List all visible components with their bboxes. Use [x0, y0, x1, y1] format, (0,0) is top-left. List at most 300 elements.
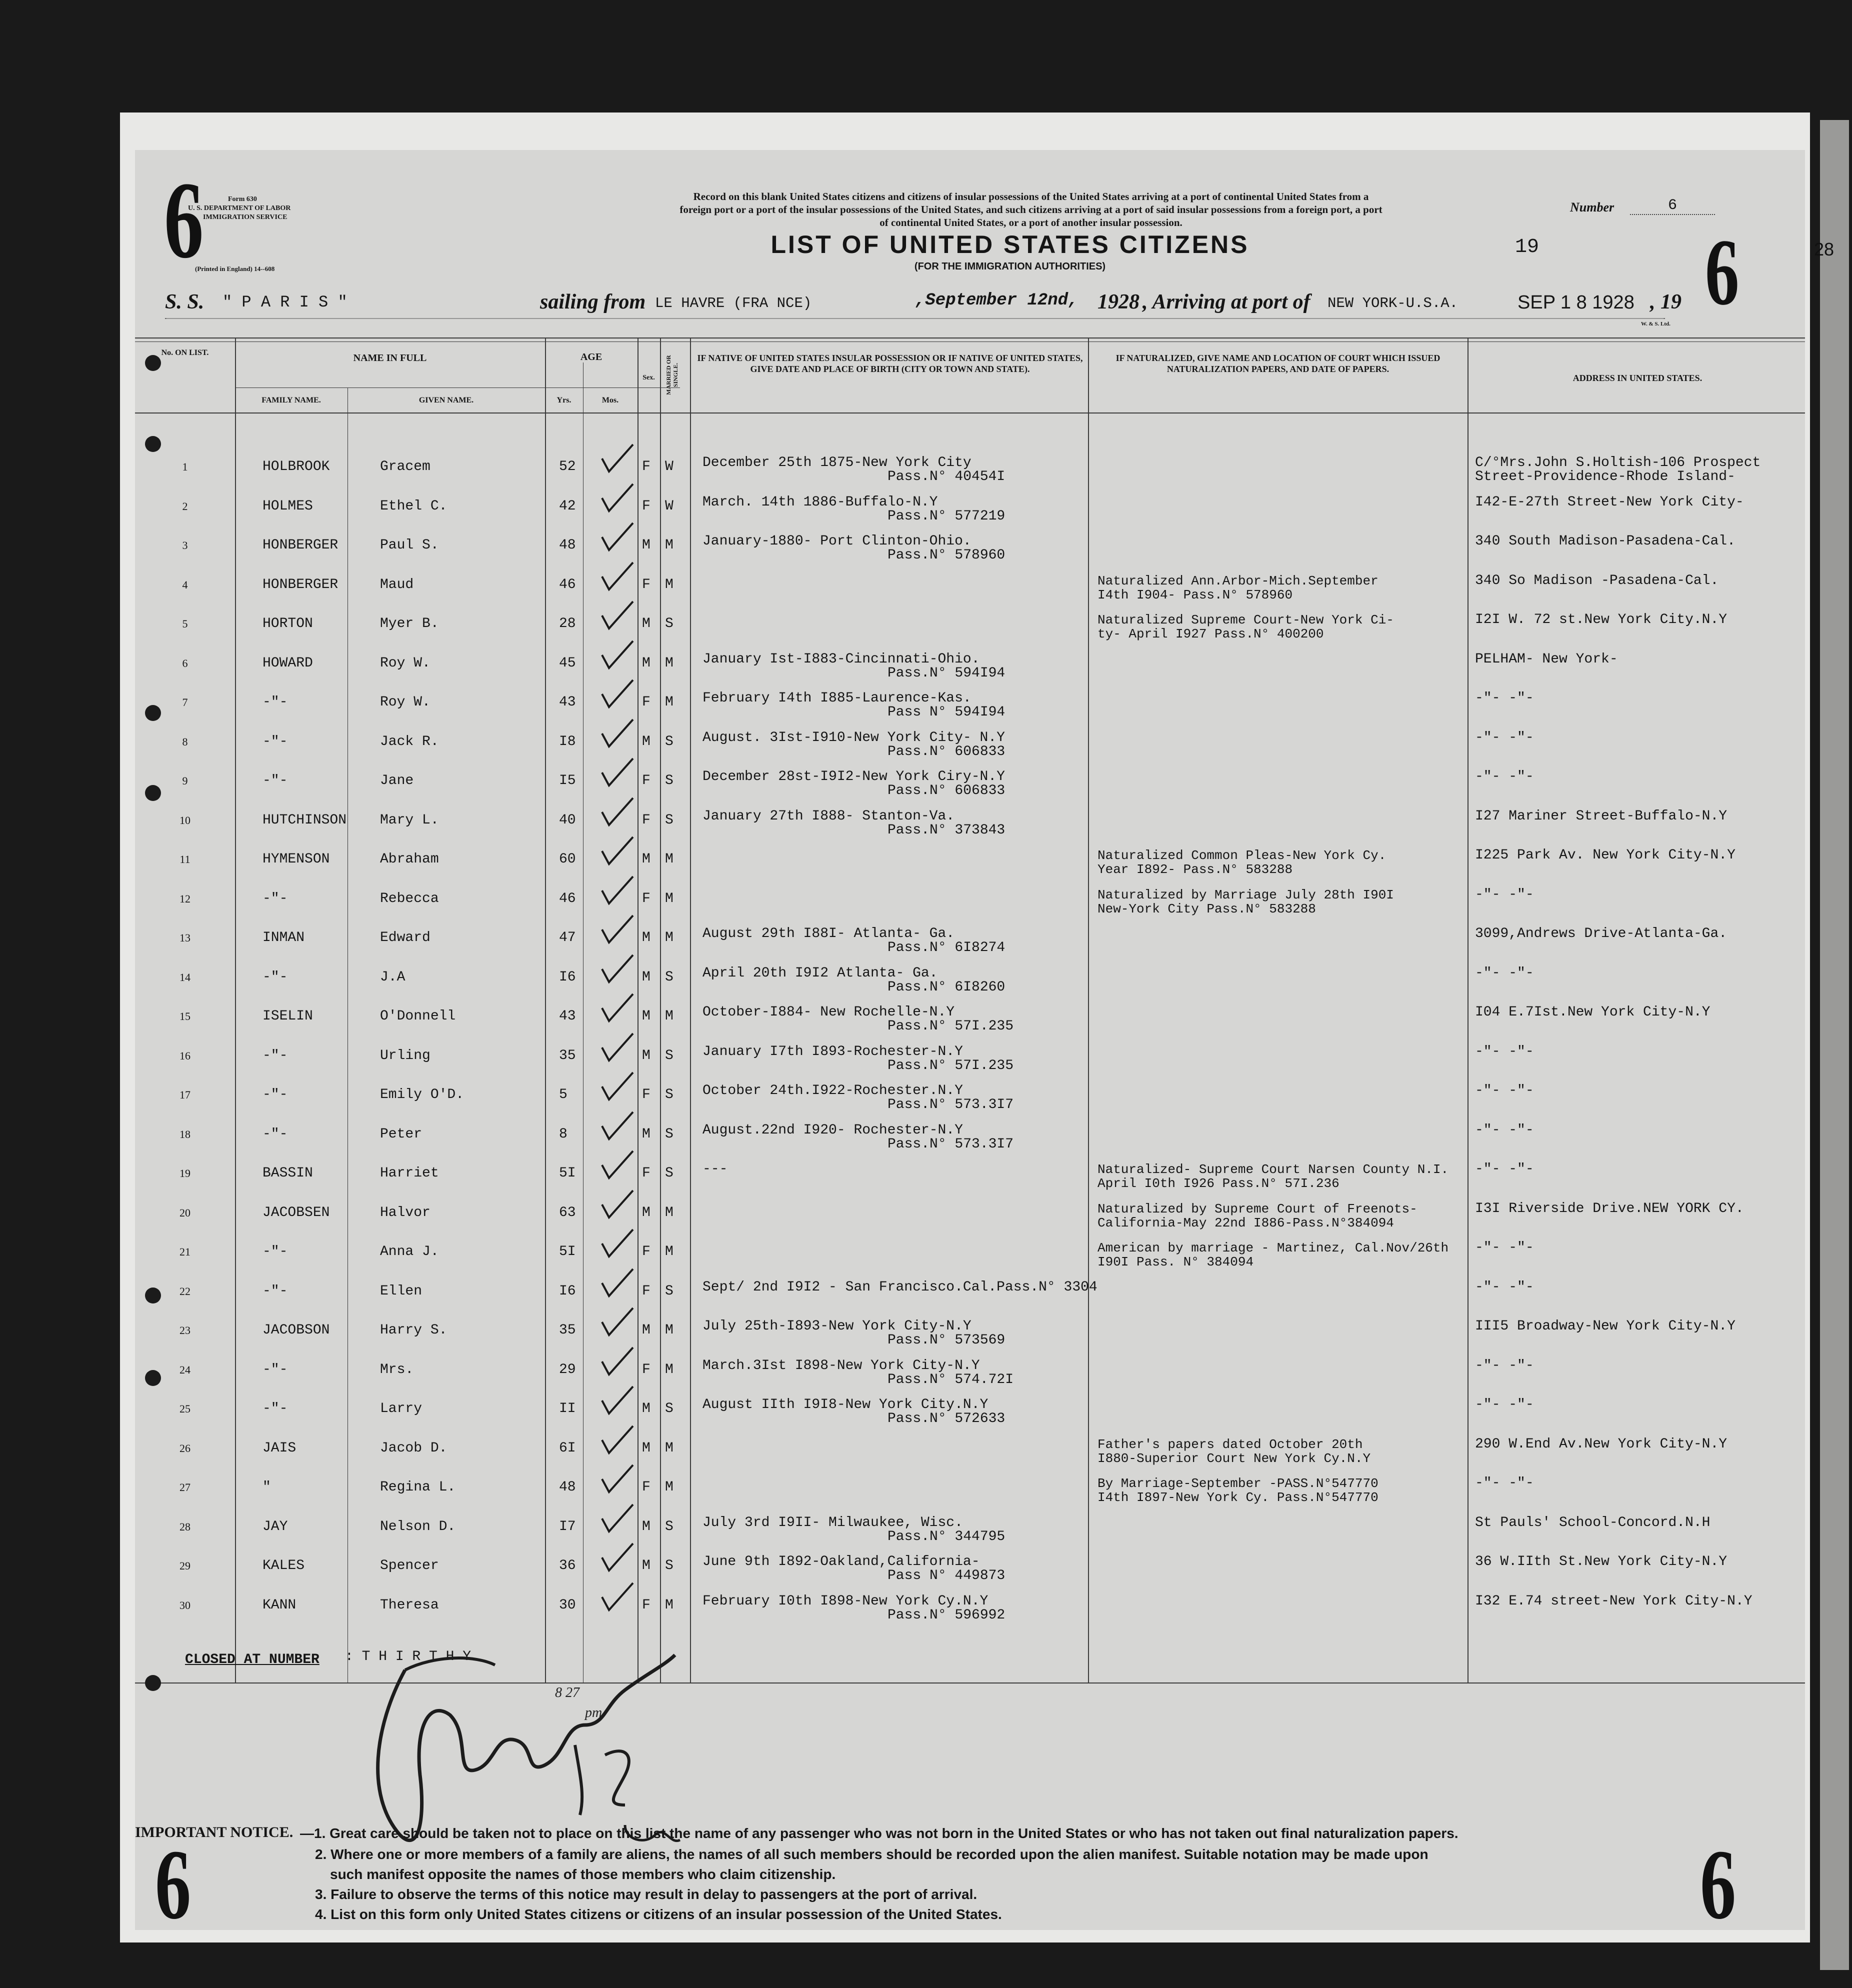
row-given: Harry S. [380, 1322, 448, 1338]
important-label: IMPORTANT NOTICE. [135, 1824, 294, 1840]
row-no: 8 [182, 735, 188, 748]
row-given: O'Donnell [380, 1008, 456, 1024]
sheet-number-top-left: 6 [164, 159, 204, 281]
row-birth-line: October-I884- New Rochelle-N.Y [702, 1004, 955, 1020]
row-addr-line: C/°Mrs.John S.Holtish-106 Prospect [1475, 455, 1761, 470]
row-family: HONBERGER [262, 538, 338, 553]
row-ms: M [665, 1362, 674, 1378]
row-sex: F [642, 890, 650, 906]
row-addr-line: -"- -"- [1475, 1044, 1534, 1060]
row-nat-line: I880-Superior Court New York Cy.N.Y [1098, 1450, 1371, 1466]
row-sex: F [642, 1087, 650, 1102]
top-notice-line: Record on this blank United States citizens and citizens of insular possessions of the United States arriving at a port of continental United States from a [693, 190, 1369, 202]
closed-at-label: CLOSED AT NUMBER [185, 1652, 320, 1668]
row-age: 46 [559, 890, 576, 906]
binder-hole [145, 355, 161, 371]
row-age: 63 [559, 1204, 576, 1220]
row-addr-line: I3I Riverside Drive.NEW YORK CY. [1475, 1200, 1744, 1216]
row-ms: M [665, 1440, 674, 1456]
row-addr-line: I42-E-27th Street-New York City- [1475, 494, 1744, 510]
row-sex: M [642, 734, 650, 750]
row-ms: M [665, 1480, 674, 1495]
row-age: 43 [559, 694, 576, 710]
printer-mark: W. & S. Ltd. [1641, 321, 1670, 327]
check-mark [600, 522, 635, 552]
row-given: Larry [380, 1401, 422, 1416]
row-ms: M [665, 1008, 674, 1024]
row-addr-line: III5 Broadway-New York City-N.Y [1475, 1318, 1736, 1334]
row-ms: S [665, 1166, 674, 1181]
row-sex: M [642, 852, 650, 867]
form-title: LIST OF UNITED STATES CITIZENS [770, 230, 1250, 258]
check-mark [600, 640, 635, 670]
row-age: 30 [559, 1597, 576, 1613]
row-given: Rebecca [380, 890, 439, 906]
check-mark [600, 1268, 635, 1298]
row-given: Mrs. [380, 1362, 414, 1378]
row-ms: S [665, 812, 674, 828]
form-number: Form 630 [228, 196, 257, 203]
row-no: 16 [180, 1049, 190, 1062]
check-mark [600, 1504, 635, 1534]
row-family: JACOBSON [262, 1322, 330, 1338]
row-sex: F [642, 1166, 650, 1181]
row-ms: S [665, 1558, 674, 1574]
row-age: 5I [559, 1166, 576, 1181]
row-age: II [559, 1401, 576, 1416]
top-notice-line: foreign port or a port of the insular possessions of the United States, and such citizens arriving at a port of said insular possessions from a foreign port, a port [680, 204, 1382, 216]
row-birth-line: February I0th I898-New York Cy.N.Y [702, 1593, 988, 1609]
row-ms: S [665, 1126, 674, 1142]
row-addr-line: I27 Mariner Street-Buffalo-N.Y [1475, 808, 1728, 824]
row-given: Emily O'D. [380, 1087, 464, 1102]
row-family: HOLBROOK [262, 459, 330, 474]
row-ms: M [665, 1244, 674, 1260]
row-addr-line: -"- -"- [1475, 1240, 1534, 1256]
check-mark [600, 1542, 635, 1572]
row-age: 48 [559, 1480, 576, 1495]
row-sex: F [642, 1597, 650, 1613]
row-no: 29 [180, 1560, 190, 1572]
row-addr-line: Street-Providence-Rhode Island- [1475, 469, 1736, 484]
check-mark [600, 758, 635, 788]
row-age: 5I [559, 1244, 576, 1260]
row-sex: F [642, 576, 650, 592]
row-sex: F [642, 694, 650, 710]
row-no: 17 [180, 1088, 190, 1101]
row-no: 21 [180, 1246, 190, 1258]
row-age: 6I [559, 1440, 576, 1456]
ship-name: " P A R I S " [222, 293, 348, 312]
row-sex: M [642, 1558, 650, 1574]
sheet-edge [1820, 120, 1849, 1970]
check-mark [600, 562, 635, 592]
sheet-number-bottom-right: 6 [1700, 1830, 1736, 1930]
check-mark [600, 836, 635, 866]
row-family: -"- [262, 1401, 288, 1416]
row-sex: F [642, 812, 650, 828]
header-naturalized: IF NATURALIZED, GIVE NAME AND LOCATION OF COURT WHICH ISSUED NATURALIZATION PAPERS, AND DATE OF PAPERS. [1116, 353, 1440, 374]
row-sex: F [642, 1480, 650, 1495]
row-addr-line: -"- -"- [1475, 1358, 1534, 1374]
row-sex: M [642, 1008, 650, 1024]
row-no: 3 [182, 539, 188, 552]
row-sex: M [642, 1048, 650, 1064]
header-mos: Mos. [602, 396, 619, 404]
row-given: Roy W. [380, 694, 430, 710]
row-sex: F [642, 1362, 650, 1378]
row-no: 18 [180, 1128, 190, 1140]
row-birth-line: Pass.N° 40454I [888, 469, 1006, 484]
row-family: HOLMES [262, 498, 313, 514]
side-page-number: 28 [1814, 239, 1834, 260]
sailing-label: sailing from [540, 290, 646, 314]
row-addr-line: I2I W. 72 st.New York City.N.Y [1475, 612, 1728, 628]
row-birth-line: Pass.N° 574.72I [888, 1372, 1014, 1388]
row-birth-line: February I4th I885-Laurence-Kas. [702, 690, 972, 706]
check-mark [600, 483, 635, 513]
row-birth-line: January 27th I888- Stanton-Va. [702, 808, 955, 824]
port-to: NEW YORK-U.S.A. [1328, 295, 1458, 312]
row-birth-line: Pass.N° 57I.235 [888, 1018, 1014, 1034]
row-family: KALES [262, 1558, 305, 1574]
row-no: 23 [180, 1324, 190, 1336]
service: IMMIGRATION SERVICE [203, 214, 288, 221]
notice-item-2: 2. Where one or more members of a family are aliens, the names of all such members should be recorded upon the alien manifest. Suitable notation may be made upon [315, 1846, 1428, 1862]
ss-label: S. S. [165, 290, 204, 314]
row-ms: M [665, 1597, 674, 1613]
row-given: Jacob D. [380, 1440, 448, 1456]
row-no: 25 [180, 1402, 190, 1415]
row-addr-line: -"- -"- [1475, 886, 1534, 902]
row-family: -"- [262, 1283, 288, 1299]
row-ms: W [665, 498, 674, 514]
row-birth-line: December 25th 1875-New York City [702, 455, 972, 470]
row-age: 45 [559, 655, 576, 671]
row-birth-line: Pass.N° 594I94 [888, 665, 1006, 681]
row-no: 27 [180, 1481, 190, 1494]
row-no: 22 [180, 1284, 190, 1298]
check-mark [600, 1111, 635, 1141]
handwritten-ampm: pm [585, 1705, 602, 1720]
row-sex: F [642, 773, 650, 788]
row-addr-line: -"- -"- [1475, 690, 1534, 706]
row-nat-line: Father's papers dated October 20th [1098, 1436, 1363, 1452]
row-nat-line: I90I Pass. N° 384094 [1098, 1254, 1254, 1270]
row-addr-line: 3099,Andrews Drive-Atlanta-Ga. [1475, 926, 1728, 942]
row-nat-line: By Marriage-September -PASS.N°547770 [1098, 1476, 1378, 1491]
row-age: 52 [559, 459, 576, 474]
row-nat-line: I4th I904- Pass.N° 578960 [1098, 587, 1293, 602]
header-address: ADDRESS IN UNITED STATES. [1572, 373, 1702, 383]
row-sex: M [642, 1401, 650, 1416]
row-addr-line: 340 South Madison-Pasadena-Cal. [1475, 534, 1736, 549]
row-given: Nelson D. [380, 1518, 456, 1534]
row-age: 60 [559, 852, 576, 867]
header-name: NAME IN FULL [353, 352, 427, 364]
top-notice-line: of continental United States, or a port of another insular possession. [880, 216, 1182, 228]
row-family: -"- [262, 969, 288, 985]
row-birth-line: Pass N° 449873 [888, 1568, 1006, 1584]
voyage-underline [165, 318, 1665, 319]
check-mark [600, 1072, 635, 1102]
row-no: 11 [180, 853, 190, 866]
row-birth-line: January-1880- Port Clinton-Ohio. [702, 534, 972, 549]
check-mark [600, 1425, 635, 1455]
row-birth-line: Pass.N° 578960 [888, 548, 1006, 563]
check-mark [600, 1228, 635, 1258]
year-suffix: , 19 [1650, 290, 1682, 314]
row-nat-line: I4th I897-New York Cy. Pass.N°547770 [1098, 1490, 1378, 1505]
row-given: Ethel C. [380, 498, 448, 514]
row-sex: M [642, 1322, 650, 1338]
row-no: 6 [182, 656, 188, 670]
row-sex: M [642, 655, 650, 671]
row-birth-line: August IIth I9I8-New York City.N.Y [702, 1397, 988, 1412]
row-addr-line: I32 E.74 street-New York City-N.Y [1475, 1593, 1752, 1609]
row-birth-line: July 25th-I893-New York City-N.Y [702, 1318, 972, 1334]
row-given: Anna J. [380, 1244, 439, 1260]
row-family: -"- [262, 890, 288, 906]
check-mark [600, 1307, 635, 1337]
row-age: I6 [559, 969, 576, 985]
row-sex: F [642, 1244, 650, 1260]
arrival-date-stamp: SEP 1 8 1928 [1518, 292, 1634, 313]
binder-hole [145, 1370, 161, 1386]
row-addr-line: 340 So Madison -Pasadena-Cal. [1475, 572, 1719, 588]
row-family: HYMENSON [262, 852, 330, 867]
row-nat-line: Naturalized- Supreme Court Narsen County N.I. [1098, 1162, 1449, 1177]
row-birth-line: August. 3Ist-I910-New York City- N.Y [702, 730, 1005, 746]
row-addr-line: -"- -"- [1475, 1083, 1534, 1098]
row-sex: M [642, 1518, 650, 1534]
row-birth-line: Pass.N° 573.3I7 [888, 1136, 1014, 1152]
row-age: I8 [559, 734, 576, 750]
row-ms: S [665, 616, 674, 632]
row-family: -"- [262, 1048, 288, 1064]
row-given: J.A [380, 969, 406, 985]
row-birth-line: Pass.N° 6I8274 [888, 940, 1006, 956]
row-addr-line: -"- -"- [1475, 1162, 1534, 1177]
row-nat-line: Year I892- Pass.N° 583288 [1098, 862, 1293, 877]
check-mark [600, 718, 635, 748]
row-birth-line: --- [702, 1162, 728, 1177]
row-age: 35 [559, 1048, 576, 1064]
row-family: KANN [262, 1597, 296, 1613]
row-addr-line: -"- -"- [1475, 1476, 1534, 1491]
row-given: Jack R. [380, 734, 439, 750]
row-ms: M [665, 538, 674, 553]
check-mark [600, 1190, 635, 1220]
row-birth-line: March.3Ist I898-New York City-N.Y [702, 1358, 980, 1374]
row-family: -"- [262, 1126, 288, 1142]
handwritten-time: 8 27 [555, 1685, 580, 1700]
row-given: Roy W. [380, 655, 430, 671]
row-no: 7 [182, 696, 188, 708]
row-ms: S [665, 734, 674, 750]
row-ms: S [665, 969, 674, 985]
row-birth-line: December 28st-I9I2-New York Ciry-N.Y [702, 769, 1005, 784]
row-ms: W [665, 459, 674, 474]
binder-hole [145, 785, 161, 801]
row-addr-line: PELHAM- New York- [1475, 651, 1618, 667]
row-no: 5 [182, 618, 188, 630]
row-sex: M [642, 930, 650, 946]
row-birth-line: January Ist-I883-Cincinnati-Ohio. [702, 651, 980, 667]
passenger-table [135, 338, 1805, 1818]
row-given: Harriet [380, 1166, 439, 1181]
row-ms: S [665, 1048, 674, 1064]
row-ms: S [665, 773, 674, 788]
row-birth-line: August 29th I88I- Atlanta- Ga. [702, 926, 955, 942]
number-value: 6 [1630, 197, 1715, 215]
row-addr-line: -"- -"- [1475, 769, 1534, 784]
row-sex: M [642, 1204, 650, 1220]
check-mark [600, 679, 635, 709]
row-given: Paul S. [380, 538, 439, 553]
row-birth-line: Pass.N° 573.3I7 [888, 1097, 1014, 1112]
row-age: 35 [559, 1322, 576, 1338]
row-birth-line: Pass.N° 344795 [888, 1528, 1006, 1544]
row-no: 28 [180, 1520, 190, 1533]
row-nat-line: Naturalized by Supreme Court of Freenots- [1098, 1201, 1418, 1216]
row-birth-line: Sept/ 2nd I9I2 - San Francisco.Cal.Pass.N° 3304 [702, 1279, 1098, 1295]
form-block [188, 195, 290, 222]
row-sex: M [642, 1126, 650, 1142]
top-notice [411, 190, 1651, 229]
row-ms: S [665, 1518, 674, 1534]
check-mark [600, 993, 635, 1023]
check-mark [600, 444, 635, 474]
check-mark [600, 1346, 635, 1376]
row-age: 29 [559, 1362, 576, 1378]
sheet-number-bottom-left: 6 [155, 1830, 191, 1930]
row-nat-line: Naturalized Common Pleas-New York Cy. [1098, 848, 1386, 863]
row-addr-line: St Pauls' School-Concord.N.H [1475, 1514, 1710, 1530]
row-sex: M [642, 538, 650, 553]
row-ms: M [665, 655, 674, 671]
check-mark [600, 1582, 635, 1612]
row-family: " [262, 1480, 271, 1495]
header-no: No. ON LIST. [161, 348, 209, 357]
row-given: Peter [380, 1126, 422, 1142]
row-no: 14 [180, 970, 190, 984]
notice-item-4: 4. List on this form only United States citizens or citizens of an insular possession of the United States. [315, 1906, 1002, 1922]
row-addr-line: 290 W.End Av.New York City-N.Y [1475, 1436, 1728, 1452]
row-birth-line: August.22nd I920- Rochester-N.Y [702, 1122, 963, 1138]
row-nat-line: ty- April I927 Pass.N° 400200 [1098, 626, 1324, 642]
header-yrs: Yrs. [556, 396, 572, 404]
row-addr-line: I04 E.7Ist.New York City-N.Y [1475, 1004, 1710, 1020]
row-age: 28 [559, 616, 576, 632]
row-family: -"- [262, 773, 288, 788]
notice-item-2b: such manifest opposite the names of those members who claim citizenship. [330, 1866, 836, 1882]
department: U. S. DEPARTMENT OF LABOR [188, 204, 291, 212]
row-no: 4 [182, 578, 188, 591]
row-age: 46 [559, 576, 576, 592]
check-mark [600, 600, 635, 630]
row-birth-line: April 20th I9I2 Atlanta- Ga. [702, 965, 938, 981]
row-birth-line: January I7th I893-Rochester-N.Y [702, 1044, 963, 1060]
binder-hole [145, 1288, 161, 1304]
row-birth-line: October 24th.I922-Rochester.N.Y [702, 1083, 963, 1098]
departure-date: ,September 12nd, [915, 291, 1078, 310]
form-subtitle: (FOR THE IMMIGRATION AUTHORITIES) [914, 261, 1106, 272]
row-birth-line: July 3rd I9II- Milwaukee, Wisc. [702, 1514, 963, 1530]
row-family: BASSIN [262, 1166, 313, 1181]
row-age: 42 [559, 498, 576, 514]
row-age: 43 [559, 1008, 576, 1024]
row-age: I6 [559, 1283, 576, 1299]
row-sex: M [642, 616, 650, 632]
row-nat-line: April I0th I926 Pass.N° 57I.236 [1098, 1176, 1340, 1191]
row-sex: M [642, 969, 650, 985]
row-addr-line: -"- -"- [1475, 965, 1534, 981]
year-prefix: 19 [1515, 236, 1540, 258]
row-given: Jane [380, 773, 414, 788]
row-ms: M [665, 694, 674, 710]
row-nat-line: California-May 22nd I886-Pass.N°384094 [1098, 1215, 1394, 1230]
row-no: 30 [180, 1598, 190, 1612]
check-mark [600, 914, 635, 944]
notice-item-3: 3. Failure to observe the terms of this notice may result in delay to passengers at the port of arrival. [315, 1886, 978, 1902]
row-nat-line: New-York City Pass.N° 583288 [1098, 901, 1316, 916]
row-age: 36 [559, 1558, 576, 1574]
row-given: Gracem [380, 459, 430, 474]
row-sex: F [642, 498, 650, 514]
row-given: Halvor [380, 1204, 430, 1220]
row-addr-line: 36 W.IIth St.New York City-N.Y [1475, 1554, 1728, 1570]
row-birth-line: Pass.N° 573569 [888, 1332, 1006, 1348]
check-mark [600, 1464, 635, 1494]
row-birth-line: March. 14th 1886-Buffalo-N.Y [702, 494, 938, 510]
row-no: 24 [180, 1363, 190, 1376]
row-ms: M [665, 930, 674, 946]
check-mark [600, 1150, 635, 1180]
row-no: 1 [182, 460, 188, 473]
row-birth-line: Pass.N° 606833 [888, 783, 1006, 798]
row-birth-line: Pass.N° 577219 [888, 508, 1006, 524]
row-given: Regina L. [380, 1480, 456, 1495]
check-mark [600, 1032, 635, 1062]
row-age: 47 [559, 930, 576, 946]
row-age: 8 [559, 1126, 568, 1142]
row-given: Myer B. [380, 616, 439, 632]
row-age: 48 [559, 538, 576, 553]
row-family: HOWARD [262, 655, 313, 671]
row-nat-line: Naturalized Supreme Court-New York Ci- [1098, 612, 1394, 628]
row-age: I5 [559, 773, 576, 788]
row-age: I7 [559, 1518, 576, 1534]
row-family: INMAN [262, 930, 305, 946]
row-ms: S [665, 1283, 674, 1299]
header-family: FAMILY NAME. [262, 396, 321, 404]
row-addr-line: -"- -"- [1475, 1122, 1534, 1138]
row-sex: M [642, 1440, 650, 1456]
row-family: HORTON [262, 616, 313, 632]
row-given: Edward [380, 930, 430, 946]
row-family: JACOBSEN [262, 1204, 330, 1220]
header-age: AGE [580, 352, 602, 362]
row-family: ISELIN [262, 1008, 313, 1024]
row-age: 40 [559, 812, 576, 828]
row-no: 26 [180, 1442, 190, 1454]
header-married: MARRIED OR SINGLE. [665, 355, 679, 395]
row-ms: M [665, 576, 674, 592]
row-birth-line: Pass.N° 57I.235 [888, 1058, 1014, 1074]
header-sex: Sex. [642, 374, 655, 382]
row-given: Theresa [380, 1597, 439, 1613]
